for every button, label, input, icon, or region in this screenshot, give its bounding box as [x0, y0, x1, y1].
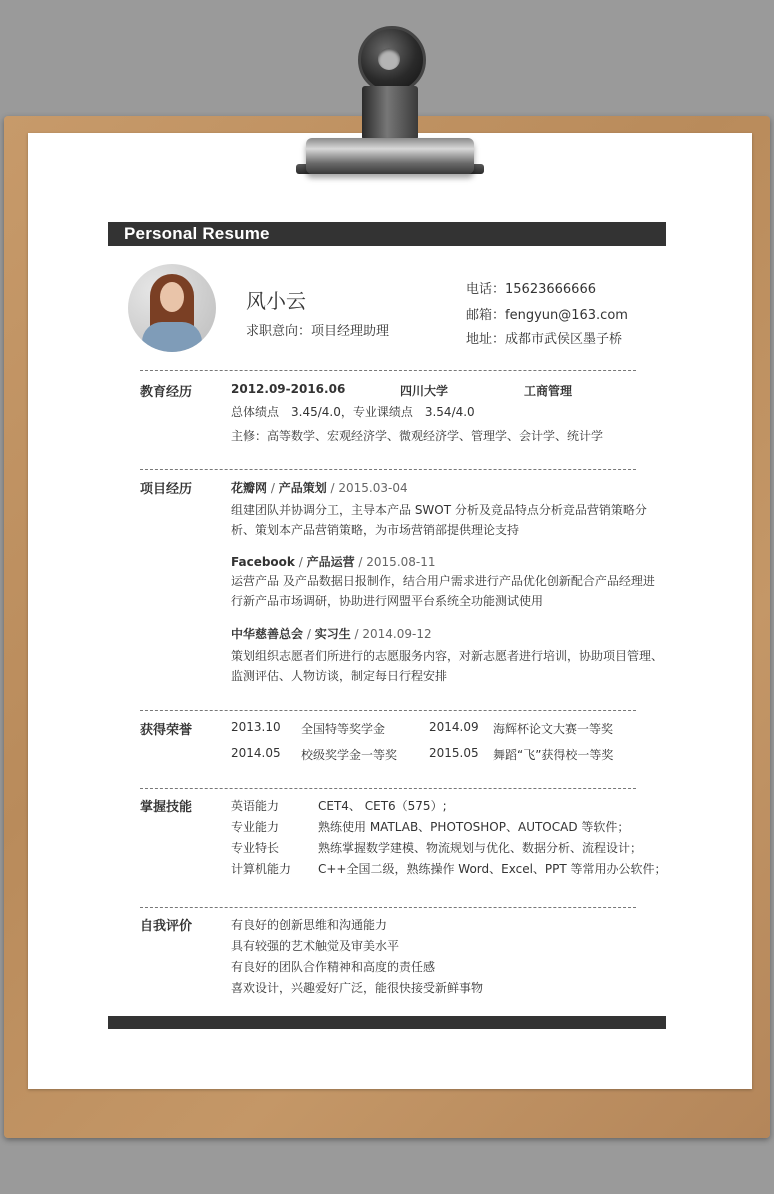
self-label: 自我评价 [140, 919, 193, 934]
project-desc: 析、策划本产品营销策略，为市场营销部提供理论支持 [231, 523, 520, 537]
section-divider [140, 710, 636, 711]
project-header: 中华慈善总会 / 实习生 / 2014.09-12 [231, 627, 432, 641]
skill-value: 熟练掌握数学建模、物流规划与优化、数据分析、流程设计； [318, 841, 643, 855]
education-major: 工商管理 [524, 384, 573, 398]
skill-key: 专业能力 [231, 820, 280, 834]
skill-value: CET4、 CET6（575）; [318, 799, 447, 813]
resume-title: Personal Resume [124, 224, 270, 243]
honor-name: 海辉杯论文大赛一等奖 [493, 722, 614, 736]
education-period: 2012.09-2016.06 [231, 382, 346, 396]
binder-clip-body [362, 86, 418, 140]
honor-name: 舞蹈“飞”获得校一等奖 [493, 748, 614, 762]
section-divider [140, 788, 636, 789]
project-header: Facebook / 产品运营 / 2015.08-11 [231, 555, 436, 569]
profile-phone: 电话：15623666666 [466, 282, 596, 297]
project-desc: 行新产品市场调研，协助进行网盟平台系统全功能测试使用 [231, 594, 544, 608]
skill-key: 专业特长 [231, 841, 280, 855]
education-label: 教育经历 [140, 385, 193, 400]
profile-address: 地址：成都市武侯区墨子桥 [466, 332, 623, 347]
education-school: 四川大学 [400, 384, 449, 398]
honor-date: 2013.10 [231, 720, 281, 734]
self-line: 有良好的创新思维和沟通能力 [231, 918, 388, 932]
project-header: 花瓣网 / 产品策划 / 2015.03-04 [231, 481, 408, 495]
honor-date: 2015.05 [429, 746, 479, 760]
profile-intent: 求职意向：项目经理助理 [246, 324, 390, 339]
section-divider [140, 469, 636, 470]
project-desc: 策划组织志愿者们所进行的志愿服务内容，对新志愿者进行培训，协助项目管理、 [231, 649, 664, 663]
skill-key: 英语能力 [231, 799, 280, 813]
section-divider [140, 907, 636, 908]
projects-label: 项目经历 [140, 482, 193, 497]
binder-clip-base [306, 138, 474, 174]
section-divider [140, 370, 636, 371]
honor-name: 全国特等奖学金 [301, 722, 386, 736]
project-desc: 组建团队并协调分工，主导本产品 SWOT 分析及竞品特点分析竞品营销策略分 [231, 503, 647, 517]
skill-value: 熟练使用 MATLAB、PHOTOSHOP、AUTOCAD 等软件； [318, 820, 630, 834]
education-gpa: 总体绩点 3.45/4.0，专业课绩点 3.54/4.0 [231, 405, 475, 419]
self-line: 有良好的团队合作精神和高度的责任感 [231, 960, 436, 974]
self-line: 喜欢设计，兴趣爱好广泛，能很快接受新鲜事物 [231, 981, 484, 995]
avatar [128, 264, 216, 352]
footer-bar [108, 1016, 666, 1029]
profile-email: 邮箱：fengyun@163.com [466, 308, 628, 323]
skill-key: 计算机能力 [231, 862, 292, 876]
profile-name: 风小云 [246, 289, 306, 313]
project-desc: 运营产品 及产品数据日报制作，结合用户需求进行产品优化创新配合产品经理进 [231, 574, 655, 588]
honors-label: 获得荣誉 [140, 723, 193, 738]
honor-name: 校级奖学金一等奖 [301, 748, 398, 762]
skill-value: C++全国二级，熟练操作 Word、Excel、PPT 等常用办公软件； [318, 862, 667, 876]
honor-date: 2014.09 [429, 720, 479, 734]
honor-date: 2014.05 [231, 746, 281, 760]
skills-label: 掌握技能 [140, 800, 193, 815]
project-desc: 监测评估、人物访谈，制定每日行程安排 [231, 669, 448, 683]
binder-clip-hole [378, 48, 400, 70]
self-line: 具有较强的艺术触觉及审美水平 [231, 939, 400, 953]
education-courses: 主修：高等数学、宏观经济学、微观经济学、管理学、会计学、统计学 [231, 429, 604, 443]
